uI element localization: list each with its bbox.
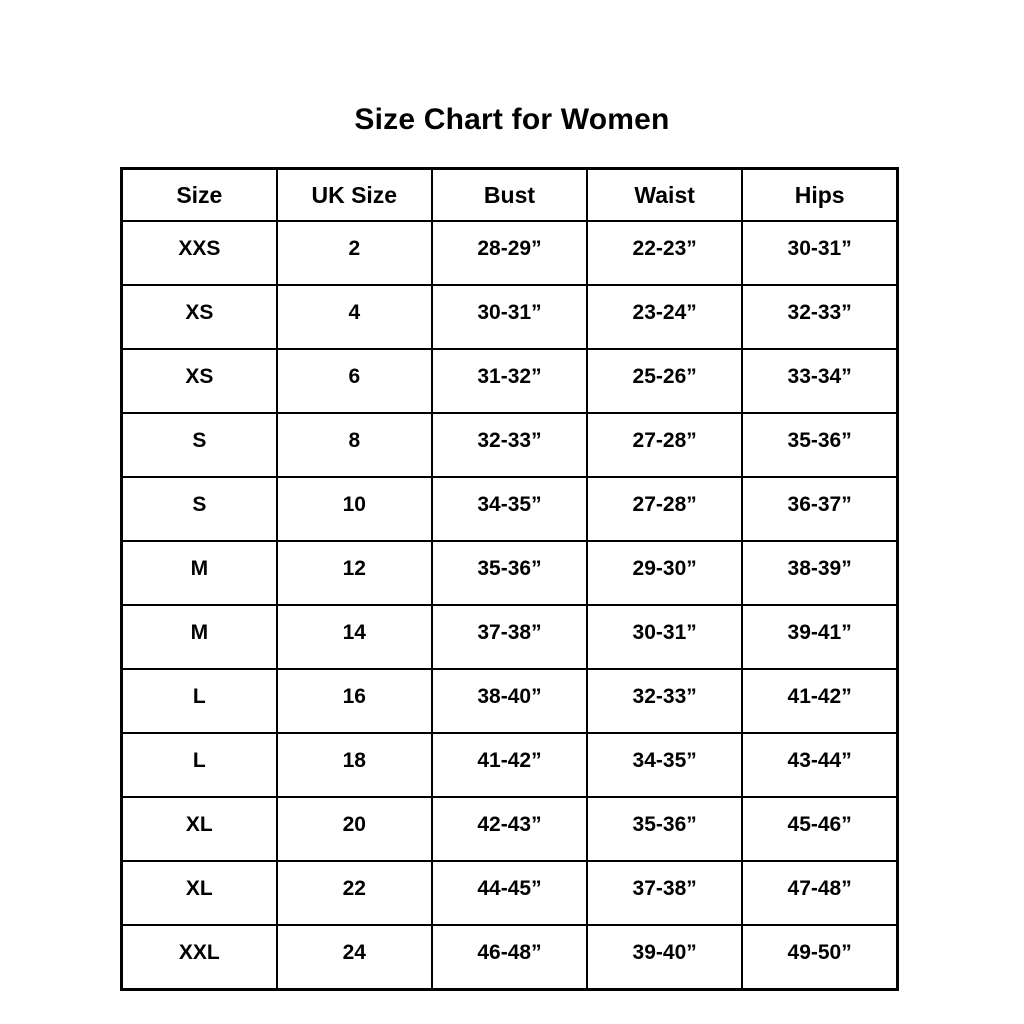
table-cell: 27-28” xyxy=(587,477,742,541)
table-cell: 28-29” xyxy=(432,221,587,285)
column-header: UK Size xyxy=(277,169,432,222)
table-row xyxy=(122,221,898,285)
table-cell: 33-34” xyxy=(742,349,897,413)
table-cell: 35-36” xyxy=(587,797,742,861)
table-row xyxy=(122,541,898,605)
table-cell: 30-31” xyxy=(432,285,587,349)
table-cell: 8 xyxy=(277,413,432,477)
table-cell: M xyxy=(122,605,277,669)
table-row xyxy=(122,477,898,541)
table-cell: 45-46” xyxy=(742,797,897,861)
table-cell: 43-44” xyxy=(742,733,897,797)
table-cell: 30-31” xyxy=(587,605,742,669)
table-head xyxy=(122,169,898,222)
table-cell: 12 xyxy=(277,541,432,605)
table-row xyxy=(122,285,898,349)
table-cell: 41-42” xyxy=(742,669,897,733)
table-cell: 18 xyxy=(277,733,432,797)
table-body xyxy=(122,221,898,990)
table-cell: 31-32” xyxy=(432,349,587,413)
table-cell: 44-45” xyxy=(432,861,587,925)
table-cell: M xyxy=(122,541,277,605)
table-cell: XXS xyxy=(122,221,277,285)
table-cell: S xyxy=(122,477,277,541)
table-cell: L xyxy=(122,669,277,733)
table-cell: 34-35” xyxy=(587,733,742,797)
table-cell: 32-33” xyxy=(742,285,897,349)
table-cell: 34-35” xyxy=(432,477,587,541)
table-cell: 47-48” xyxy=(742,861,897,925)
table-cell: 20 xyxy=(277,797,432,861)
table-row xyxy=(122,605,898,669)
table-cell: 37-38” xyxy=(432,605,587,669)
page-title: Size Chart for Women xyxy=(354,103,670,136)
table-cell: 23-24” xyxy=(587,285,742,349)
table-cell: 32-33” xyxy=(587,669,742,733)
table-cell: 2 xyxy=(277,221,432,285)
table-cell: 49-50” xyxy=(742,925,897,990)
column-header: Size xyxy=(122,169,277,222)
table-cell: 25-26” xyxy=(587,349,742,413)
size-chart-table xyxy=(120,167,899,991)
column-header: Waist xyxy=(587,169,742,222)
table-cell: XS xyxy=(122,349,277,413)
table-row xyxy=(122,349,898,413)
table-cell: 41-42” xyxy=(432,733,587,797)
table-cell: L xyxy=(122,733,277,797)
table-cell: 38-40” xyxy=(432,669,587,733)
table-cell: 37-38” xyxy=(587,861,742,925)
table-cell: 39-41” xyxy=(742,605,897,669)
table-row xyxy=(122,733,898,797)
column-header: Bust xyxy=(432,169,587,222)
table-cell: 16 xyxy=(277,669,432,733)
table-row xyxy=(122,925,898,990)
table-cell: 39-40” xyxy=(587,925,742,990)
table-cell: 35-36” xyxy=(742,413,897,477)
table-cell: 46-48” xyxy=(432,925,587,990)
table-row xyxy=(122,413,898,477)
table-cell: 36-37” xyxy=(742,477,897,541)
table-cell: XXL xyxy=(122,925,277,990)
table-cell: XL xyxy=(122,797,277,861)
table-cell: 4 xyxy=(277,285,432,349)
table-cell: 22 xyxy=(277,861,432,925)
table-row xyxy=(122,797,898,861)
table-cell: XL xyxy=(122,861,277,925)
table-cell: 29-30” xyxy=(587,541,742,605)
table-cell: 35-36” xyxy=(432,541,587,605)
table-header-row xyxy=(122,169,898,222)
table-cell: 32-33” xyxy=(432,413,587,477)
table-cell: 10 xyxy=(277,477,432,541)
table-cell: 24 xyxy=(277,925,432,990)
table-cell: 6 xyxy=(277,349,432,413)
table-cell: 14 xyxy=(277,605,432,669)
table-cell: 27-28” xyxy=(587,413,742,477)
table-cell: 22-23” xyxy=(587,221,742,285)
table-cell: 30-31” xyxy=(742,221,897,285)
table-row xyxy=(122,861,898,925)
table-cell: S xyxy=(122,413,277,477)
table-cell: 38-39” xyxy=(742,541,897,605)
table-cell: 42-43” xyxy=(432,797,587,861)
table-row xyxy=(122,669,898,733)
column-header: Hips xyxy=(742,169,897,222)
table-cell: XS xyxy=(122,285,277,349)
